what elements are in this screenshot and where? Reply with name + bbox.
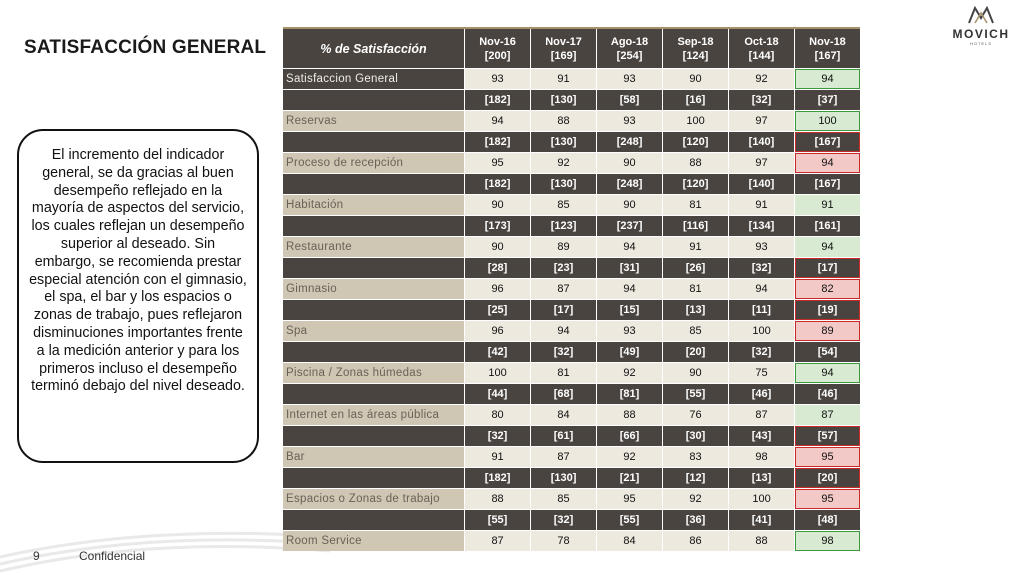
value-cell: 93 — [597, 321, 662, 342]
value-cell: 80 — [465, 405, 530, 426]
value-cell: 100 — [729, 489, 794, 510]
sample-size-cell: [116] — [663, 216, 728, 237]
row-label: Proceso de recepción — [283, 153, 464, 174]
table-header-row — [283, 29, 860, 68]
period-n: [200] — [484, 49, 511, 62]
row-spacer — [283, 342, 464, 363]
value-cell: 88 — [663, 153, 728, 174]
page-title: SATISFACCIÓN GENERAL — [24, 37, 267, 58]
value-cell: 85 — [531, 195, 596, 216]
value-cell: 90 — [465, 195, 530, 216]
section-row — [283, 237, 860, 258]
value-cell: 84 — [597, 531, 662, 552]
sample-size-cell: [130] — [531, 468, 596, 489]
logo-sub: HOTELS — [969, 41, 992, 46]
period-month: Nov-16 — [479, 35, 516, 48]
sample-size-cell: [66] — [597, 426, 662, 447]
row-spacer — [283, 174, 464, 195]
row-label: Gimnasio — [283, 279, 464, 300]
sample-size-cell: [32] — [729, 90, 794, 111]
value-cell: 81 — [663, 279, 728, 300]
sample-size-cell: [140] — [729, 132, 794, 153]
sample-size-row — [283, 384, 860, 405]
row-spacer — [283, 132, 464, 153]
row-spacer — [283, 216, 464, 237]
sample-size-cell: [43] — [729, 426, 794, 447]
sample-size-cell: [120] — [663, 174, 728, 195]
sample-size-cell: [12] — [663, 468, 728, 489]
value-cell: 87 — [795, 405, 860, 426]
value-cell: 87 — [465, 531, 530, 552]
value-cell: 91 — [663, 237, 728, 258]
value-cell: 94 — [597, 237, 662, 258]
value-cell: 94 — [729, 279, 794, 300]
value-cell: 91 — [729, 195, 794, 216]
sample-size-row — [283, 300, 860, 321]
value-cell: 89 — [531, 237, 596, 258]
sample-size-cell: [23] — [531, 258, 596, 279]
section-row — [283, 195, 860, 216]
value-cell: 94 — [795, 237, 860, 258]
value-cell: 88 — [729, 531, 794, 552]
sample-size-cell: [182] — [465, 90, 530, 111]
value-cell: 92 — [597, 447, 662, 468]
sample-size-cell: [58] — [597, 90, 662, 111]
sample-size-row — [283, 468, 860, 489]
value-cell: 83 — [663, 447, 728, 468]
value-cell: 75 — [729, 363, 794, 384]
value-cell: 88 — [597, 405, 662, 426]
period-month: Nov-18 — [809, 35, 846, 48]
value-cell: 95 — [465, 153, 530, 174]
sample-size-cell: [21] — [597, 468, 662, 489]
section-row — [283, 321, 860, 342]
value-cell: 86 — [663, 531, 728, 552]
row-spacer — [283, 468, 464, 489]
section-row — [283, 111, 860, 132]
value-cell: 91 — [795, 195, 860, 216]
row-spacer — [283, 258, 464, 279]
period-n: [254] — [616, 49, 643, 62]
sample-size-cell: [16] — [663, 90, 728, 111]
value-cell: 88 — [465, 489, 530, 510]
value-cell: 95 — [795, 447, 860, 468]
value-cell: 91 — [465, 447, 530, 468]
sample-size-cell: [37] — [795, 90, 860, 111]
row-spacer — [283, 300, 464, 321]
sample-size-cell: [17] — [531, 300, 596, 321]
value-cell: 90 — [663, 363, 728, 384]
sample-size-cell: [20] — [663, 342, 728, 363]
row-label: Habitación — [283, 195, 464, 216]
sample-size-cell: [44] — [465, 384, 530, 405]
value-cell: 100 — [465, 363, 530, 384]
row-spacer — [283, 510, 464, 531]
row-label: Satisfaccion General — [283, 69, 464, 90]
value-cell: 94 — [795, 363, 860, 384]
row-spacer — [283, 384, 464, 405]
logo-brand: MOVICH — [952, 27, 1010, 41]
sample-size-cell: [140] — [729, 174, 794, 195]
sample-size-cell: [161] — [795, 216, 860, 237]
page-number: 9 — [33, 549, 40, 563]
section-row — [283, 363, 860, 384]
value-cell: 85 — [663, 321, 728, 342]
sample-size-row — [283, 132, 860, 153]
period-header — [465, 29, 530, 68]
sample-size-row — [283, 510, 860, 531]
value-cell: 95 — [795, 489, 860, 510]
sample-size-row — [283, 216, 860, 237]
sample-size-cell: [167] — [795, 174, 860, 195]
value-cell: 95 — [597, 489, 662, 510]
sample-size-cell: [130] — [531, 174, 596, 195]
value-cell: 91 — [531, 69, 596, 90]
value-cell: 87 — [729, 405, 794, 426]
value-cell: 96 — [465, 279, 530, 300]
period-header — [795, 29, 860, 68]
sample-size-cell: [55] — [663, 384, 728, 405]
row-label: Bar — [283, 447, 464, 468]
value-cell: 85 — [531, 489, 596, 510]
value-cell: 94 — [597, 279, 662, 300]
row-spacer — [283, 426, 464, 447]
period-header — [663, 29, 728, 68]
sample-size-cell: [130] — [531, 90, 596, 111]
sample-size-cell: [48] — [795, 510, 860, 531]
value-cell: 93 — [729, 237, 794, 258]
value-cell: 90 — [465, 237, 530, 258]
sample-size-cell: [42] — [465, 342, 530, 363]
sample-size-cell: [120] — [663, 132, 728, 153]
sample-size-cell: [13] — [663, 300, 728, 321]
row-label: Internet en las áreas pública — [283, 405, 464, 426]
sample-size-row — [283, 426, 860, 447]
sample-size-cell: [46] — [729, 384, 794, 405]
sample-size-cell: [182] — [465, 468, 530, 489]
section-row — [283, 531, 860, 552]
confidential-label: Confidencial — [79, 549, 146, 563]
sample-size-cell: [237] — [597, 216, 662, 237]
value-cell: 100 — [663, 111, 728, 132]
sample-size-cell: [19] — [795, 300, 860, 321]
value-cell: 93 — [597, 69, 662, 90]
sample-size-cell: [32] — [531, 342, 596, 363]
value-cell: 92 — [597, 363, 662, 384]
sample-size-row — [283, 90, 860, 111]
sample-size-cell: [15] — [597, 300, 662, 321]
value-cell: 84 — [531, 405, 596, 426]
value-cell: 94 — [465, 111, 530, 132]
value-cell: 90 — [597, 153, 662, 174]
sample-size-cell: [130] — [531, 132, 596, 153]
sample-size-cell: [25] — [465, 300, 530, 321]
sample-size-cell: [32] — [729, 342, 794, 363]
period-month: Oct-18 — [744, 35, 779, 48]
row-label: Reservas — [283, 111, 464, 132]
sample-size-cell: [248] — [597, 132, 662, 153]
sample-size-cell: [173] — [465, 216, 530, 237]
period-n: [167] — [814, 49, 841, 62]
commentary-callout: El incremento del indicador general, se da gracias al buen desempeño reflejado en la mayoría de aspectos del servicio, los cuales reflejan un desempeño superior al deseado. Sin embargo, se recomienda prestar especial atención con el gimnasio, el spa, el bar y los espacios o zonas de trabajo, pues reflejaron disminuciones importantes frente a la medición anterior y para los primeros incluso el desempeño terminó debajo del nivel deseado. — [17, 129, 259, 463]
value-cell: 97 — [729, 153, 794, 174]
value-cell: 88 — [531, 111, 596, 132]
sample-size-cell: [57] — [795, 426, 860, 447]
value-cell: 98 — [795, 531, 860, 552]
value-cell: 92 — [531, 153, 596, 174]
row-label: Spa — [283, 321, 464, 342]
period-header — [531, 29, 596, 68]
value-cell: 94 — [795, 69, 860, 90]
sample-size-cell: [134] — [729, 216, 794, 237]
sample-size-cell: [61] — [531, 426, 596, 447]
row-label: Espacios o Zonas de trabajo — [283, 489, 464, 510]
logo-mark-icon — [966, 6, 996, 24]
satisfaction-table — [283, 29, 860, 552]
sample-size-cell: [32] — [465, 426, 530, 447]
sample-size-cell: [26] — [663, 258, 728, 279]
sample-size-cell: [68] — [531, 384, 596, 405]
value-cell: 92 — [729, 69, 794, 90]
sample-size-cell: [55] — [597, 510, 662, 531]
sample-size-cell: [182] — [465, 174, 530, 195]
period-n: [144] — [748, 49, 775, 62]
section-row — [283, 405, 860, 426]
sample-size-cell: [123] — [531, 216, 596, 237]
period-n: [169] — [550, 49, 577, 62]
sample-size-cell: [13] — [729, 468, 794, 489]
sample-size-cell: [32] — [531, 510, 596, 531]
section-row — [283, 447, 860, 468]
movich-logo — [944, 6, 1018, 46]
value-cell: 76 — [663, 405, 728, 426]
sample-size-cell: [28] — [465, 258, 530, 279]
general-row — [283, 69, 860, 90]
section-row — [283, 489, 860, 510]
value-cell: 94 — [795, 153, 860, 174]
sample-size-cell: [36] — [663, 510, 728, 531]
value-cell: 100 — [729, 321, 794, 342]
sample-size-cell: [248] — [597, 174, 662, 195]
period-month: Ago-18 — [610, 35, 649, 48]
sample-size-cell: [11] — [729, 300, 794, 321]
value-cell: 93 — [597, 111, 662, 132]
value-cell: 94 — [531, 321, 596, 342]
value-cell: 81 — [531, 363, 596, 384]
value-cell: 100 — [795, 111, 860, 132]
sample-size-row — [283, 342, 860, 363]
sample-size-row — [283, 258, 860, 279]
header-label: % de Satisfacción — [283, 29, 464, 68]
period-n: [124] — [682, 49, 709, 62]
sample-size-cell: [167] — [795, 132, 860, 153]
period-header — [597, 29, 662, 68]
value-cell: 82 — [795, 279, 860, 300]
sample-size-cell: [20] — [795, 468, 860, 489]
sample-size-cell: [17] — [795, 258, 860, 279]
value-cell: 96 — [465, 321, 530, 342]
row-spacer — [283, 90, 464, 111]
sample-size-cell: [55] — [465, 510, 530, 531]
sample-size-cell: [46] — [795, 384, 860, 405]
value-cell: 93 — [465, 69, 530, 90]
value-cell: 97 — [729, 111, 794, 132]
row-label: Piscina / Zonas húmedas — [283, 363, 464, 384]
value-cell: 98 — [729, 447, 794, 468]
period-header — [729, 29, 794, 68]
sample-size-row — [283, 174, 860, 195]
value-cell: 87 — [531, 279, 596, 300]
decorative-stripes — [0, 516, 330, 576]
sample-size-cell: [182] — [465, 132, 530, 153]
period-month: Nov-17 — [545, 35, 582, 48]
sample-size-cell: [49] — [597, 342, 662, 363]
sample-size-cell: [30] — [663, 426, 728, 447]
section-row — [283, 153, 860, 174]
sample-size-cell: [32] — [729, 258, 794, 279]
row-label: Restaurante — [283, 237, 464, 258]
sample-size-cell: [31] — [597, 258, 662, 279]
sample-size-cell: [81] — [597, 384, 662, 405]
value-cell: 87 — [531, 447, 596, 468]
section-row — [283, 279, 860, 300]
sample-size-cell: [41] — [729, 510, 794, 531]
value-cell: 90 — [597, 195, 662, 216]
value-cell: 92 — [663, 489, 728, 510]
value-cell: 81 — [663, 195, 728, 216]
period-month: Sep-18 — [677, 35, 714, 48]
sample-size-cell: [54] — [795, 342, 860, 363]
value-cell: 89 — [795, 321, 860, 342]
value-cell: 78 — [531, 531, 596, 552]
row-label: Room Service — [283, 531, 464, 552]
value-cell: 90 — [663, 69, 728, 90]
